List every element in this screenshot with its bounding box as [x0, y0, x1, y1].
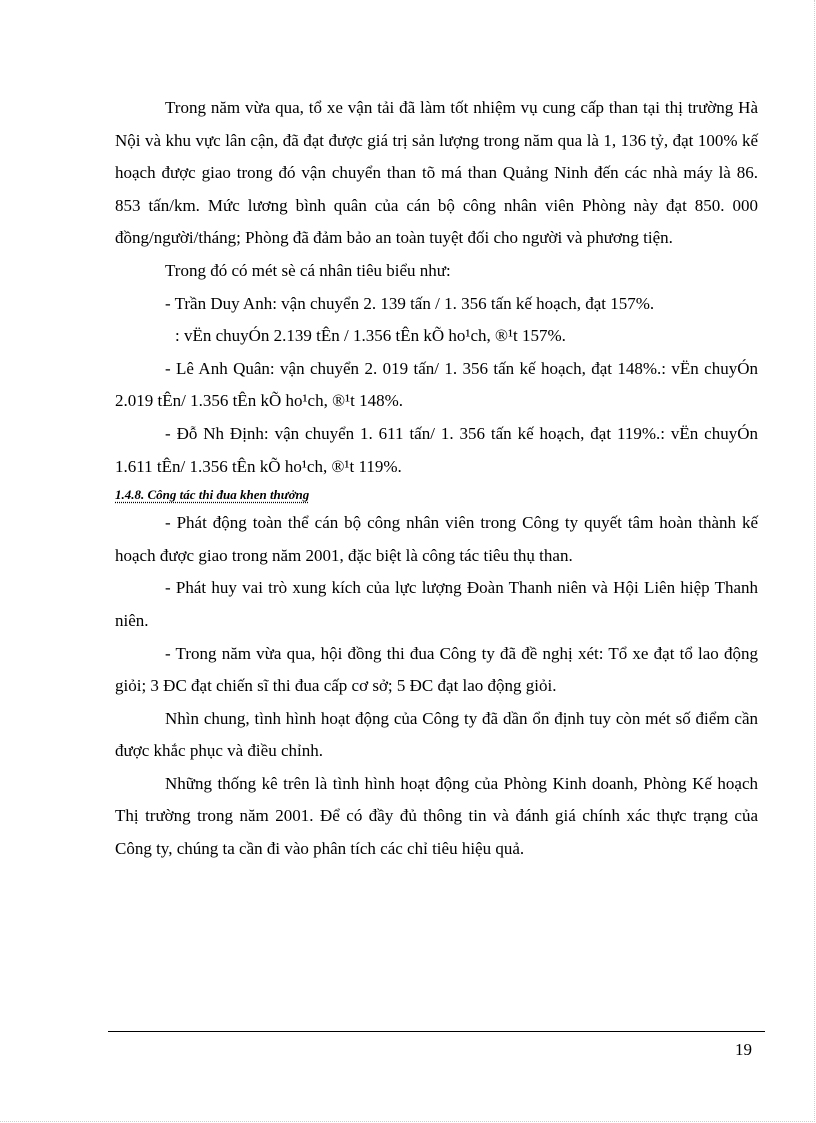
page-number: 19 [735, 1040, 752, 1059]
list-item-garbled-duplicate: : vËn chuyÓn 2.139 tÊn / 1.356 tÊn kÕ ho¹ch, ®¹t 157%. [175, 326, 566, 346]
list-item-do-dinh: - Đỗ Nh Định: vận chuyển 1. 611 tấn/ 1. 356 tấn kế hoạch, đạt 119%.: vËn chuyÓn 1.611 tÊn/ 1.356 tÊn kÕ ho¹ch, ®¹t 119%. [115, 423, 758, 476]
section-item-awards: - Trong năm vừa qua, hội đồng thi đua Công ty đã đề nghị xét: Tổ xe đạt tổ lao động giỏi; 3 ĐC đạt chiến sĩ thi đua cấp cơ sở; 5 ĐC đạt lao động giỏi. [115, 643, 758, 696]
section-item-youth-union: - Phát huy vai trò xung kích của lực lượng Đoàn Thanh niên và Hội Liên hiệp Thanh niên. [115, 578, 758, 630]
section-item-campaign: - Phát động toàn thể cán bộ công nhân viên trong Công ty quyết tâm hoàn thành kế hoạch được giao trong năm 2001, đặc biệt là công tác tiêu thụ than. [115, 513, 758, 565]
footer-divider [108, 1031, 765, 1032]
list-item-tran-duy-anh: - Trần Duy Anh: vận chuyển 2. 139 tấn / 1. 356 tấn kế hoạch, đạt 157%. [165, 293, 655, 313]
list-item-le-anh-quan: - Lê Anh Quân: vận chuyển 2. 019 tấn/ 1. 356 tấn kế hoạch, đạt 148%.: vËn chuyÓn 2.019 tÊn/ 1.356 tÊn kÕ ho¹ch, ®¹t 148%. [115, 358, 758, 411]
paragraph-transport-team: Trong năm vừa qua, tổ xe vận tải đã làm tốt nhiệm vụ cung cấp than tại thị trường Hà Nội và khu vực lân cận, đã đạt được giá trị sản lượng trong năm qua là 1, 136 tỷ, đạt 100% kế hoạch được giao trong đó vận chuyển than tõ má than Quảng Ninh đến các nhà máy là 86. 853 tấn/km. Mức lương bình quân của cán bộ công nhân viên Phòng này đạt 850. 000 đồng/người/tháng; Phòng đã đảm bảo an toàn tuyệt đối cho người và phương tiện. [115, 98, 758, 248]
paragraph-conclusion: Những thống kê trên là tình hình hoạt động của Phòng Kinh doanh, Phòng Kế hoạch Thị trường trong năm 2001. Để có đầy đủ thông tin và đánh giá chính xác thực trạng của Công ty, chúng ta cần đi vào phân tích các chỉ tiêu hiệu quả. [115, 773, 758, 859]
document-body [115, 92, 758, 866]
paragraph-intro-individuals: Trong đó có mét sè cá nhân tiêu biểu như: [165, 260, 451, 280]
paragraph-overview: Nhìn chung, tình hình hoạt động của Công ty đã dần ổn định tuy còn mét số điểm cần được khắc phục và điều chỉnh. [115, 708, 758, 761]
section-heading: 1.4.8. Công tác thi đua khen thưởng [115, 487, 310, 503]
